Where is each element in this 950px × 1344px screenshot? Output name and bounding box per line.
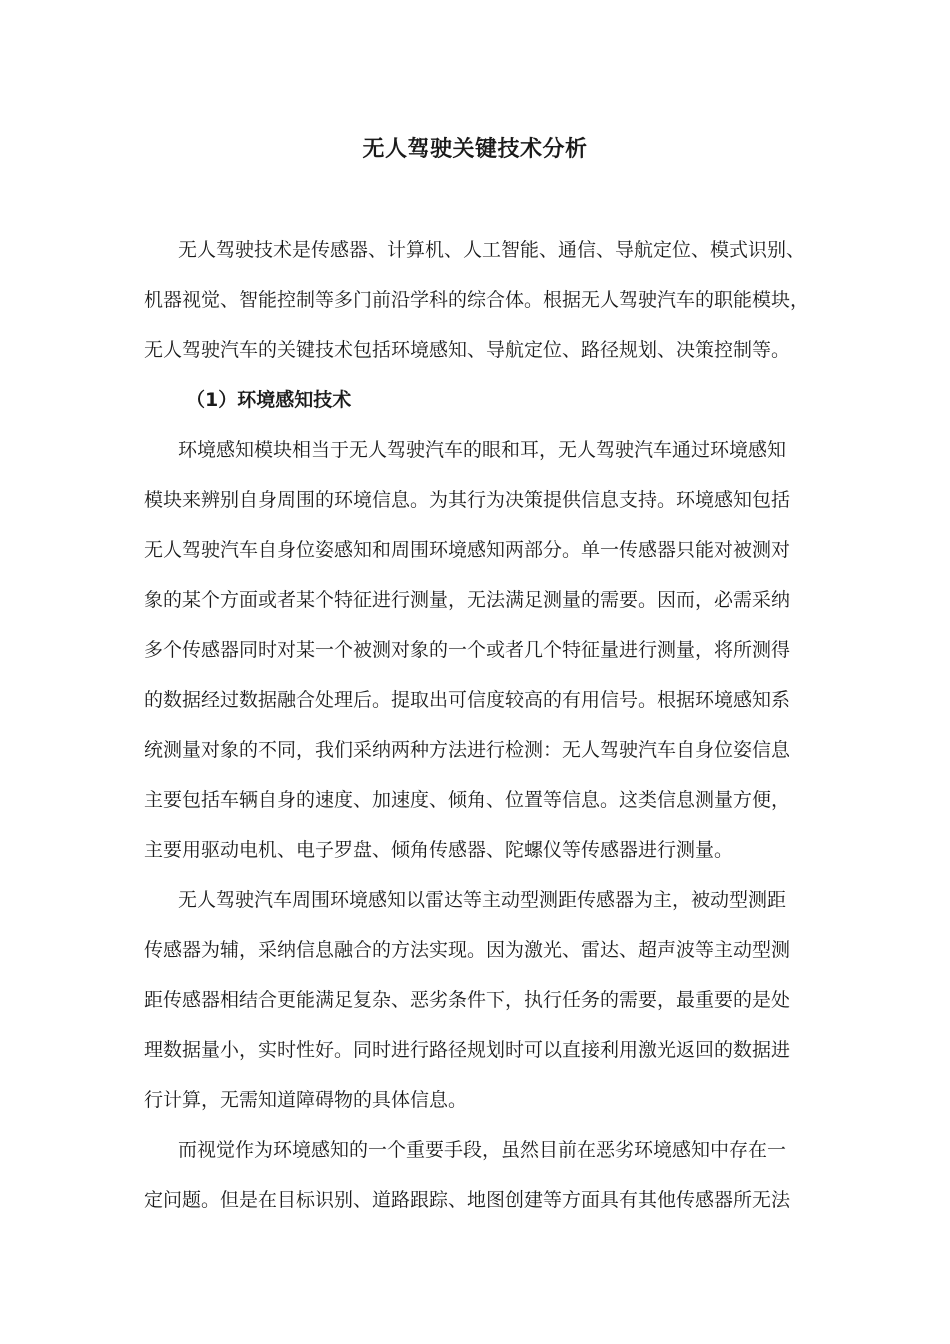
text-line: 无人驾驶汽车自身位姿感知和周围环境感知两部分。单一传感器只能对被测对 xyxy=(144,539,791,561)
vision-paragraph xyxy=(144,1125,806,1225)
text-line: 机器视觉、智能控制等多门前沿学科的综合体。根据无人驾驶汽车的职能模块， xyxy=(144,289,810,311)
text-line: 无人驾驶汽车周围环境感知以雷达等主动型测距传感器为主，被动型测距 xyxy=(178,889,787,911)
text-line: 传感器为辅，采纳信息融合的方法实现。因为激光、雷达、超声波等主动型测 xyxy=(144,939,791,961)
text-line: 行计算，无需知道障碍物的具体信息。 xyxy=(144,1089,468,1111)
intro-paragraph xyxy=(144,225,810,375)
text-line: 无人驾驶技术是传感器、计算机、人工智能、通信、导航定位、模式识别、 xyxy=(178,239,806,261)
text-line: 模块来辨别自身周围的环境信息。为其行为决策提供信息支持。环境感知包括 xyxy=(144,489,791,511)
environment-perception-paragraph xyxy=(144,425,806,875)
text-line: 定问题。但是在目标识别、道路跟踪、地图创建等方面具有其他传感器所无法 xyxy=(144,1189,791,1211)
surrounding-perception-paragraph xyxy=(144,875,806,1125)
text-line: 象的某个方面或者某个特征进行测量，无法满足测量的需要。因而，必需采纳 xyxy=(144,589,791,611)
text-line: 距传感器相结合更能满足复杂、恶劣条件下，执行任务的需要，最重要的是处 xyxy=(144,989,791,1011)
text-line: 多个传感器同时对某一个被测对象的一个或者几个特征量进行测量，将所测得 xyxy=(144,639,791,661)
text-line: 而视觉作为环境感知的一个重要手段，虽然目前在恶劣环境感知中存在一 xyxy=(178,1139,787,1161)
section-heading: （1）环境感知技术 xyxy=(186,389,352,411)
text-line: 主要包括车辆自身的速度、加速度、倾角、位置等信息。这类信息测量方便， xyxy=(144,789,791,811)
text-line: 的数据经过数据融合处理后。提取出可信度较高的有用信号。根据环境感知系 xyxy=(144,689,791,711)
text-line: 主要用驱动电机、电子罗盘、倾角传感器、陀螺仪等传感器进行测量。 xyxy=(144,839,734,861)
text-line: 理数据量小，实时性好。同时进行路径规划时可以直接利用激光返回的数据进 xyxy=(144,1039,791,1061)
text-line: 统测量对象的不同，我们采纳两种方法进行检测：无人驾驶汽车自身位姿信息 xyxy=(144,739,791,761)
document-body xyxy=(144,225,810,1225)
text-line: 环境感知模块相当于无人驾驶汽车的眼和耳，无人驾驶汽车通过环境感知 xyxy=(178,439,787,461)
document-title: 无人驾驶关键技术分析 xyxy=(362,137,588,162)
text-line: 无人驾驶汽车的关键技术包括环境感知、导航定位、路径规划、决策控制等。 xyxy=(144,339,791,361)
